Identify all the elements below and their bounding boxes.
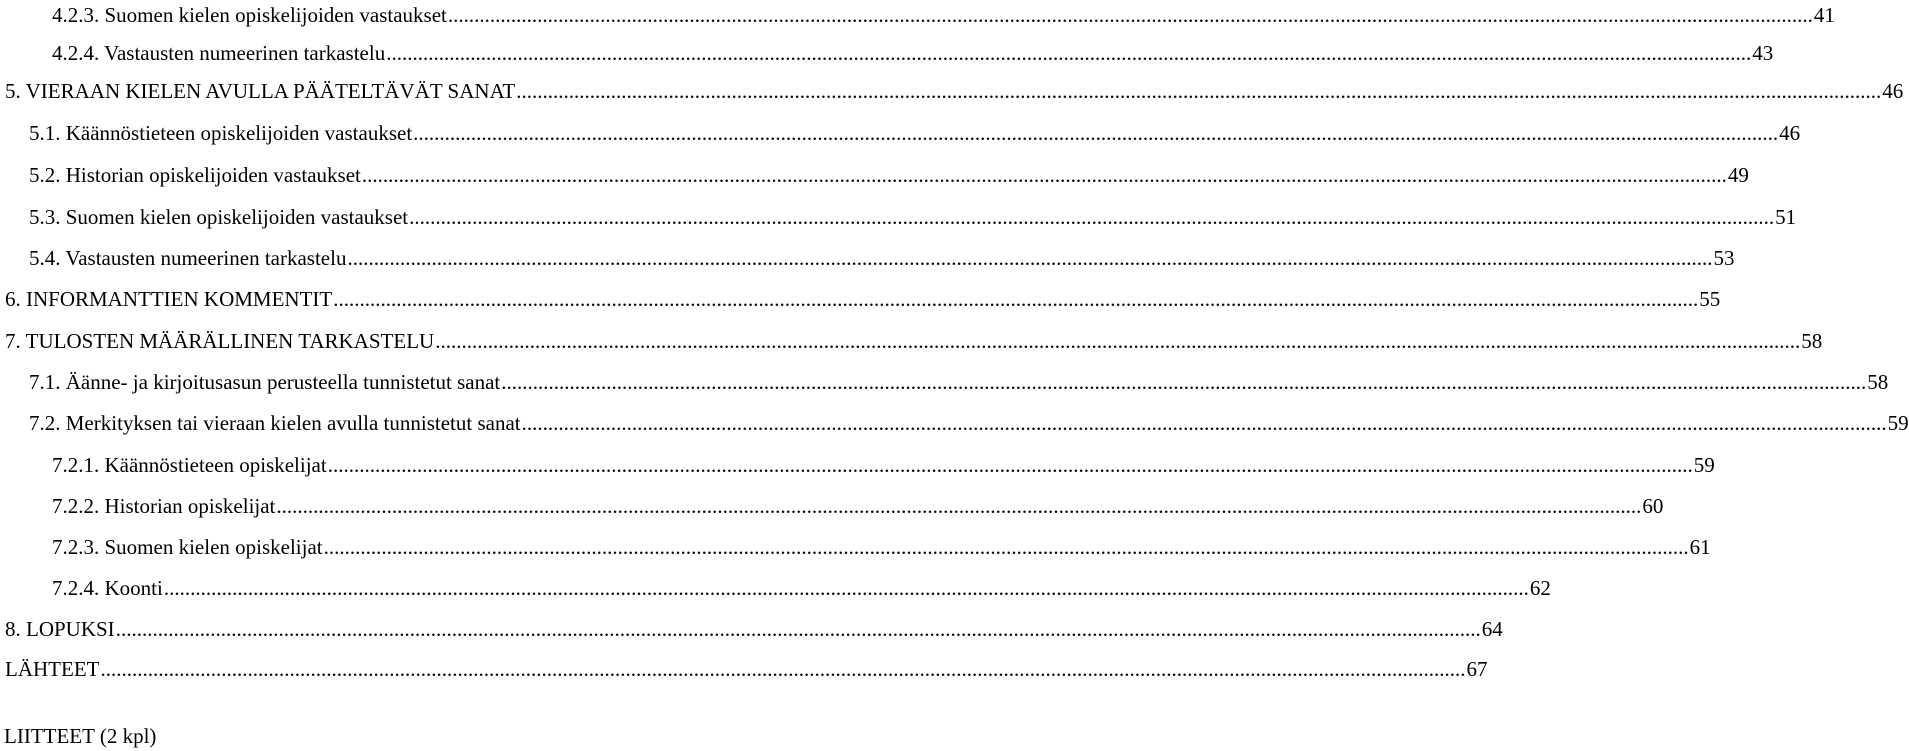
toc-entry-number: 6. [5, 287, 21, 311]
toc-entry-4-2-3[interactable] [0, 0, 1835, 30]
toc-entry-title: 5.2. Historian opiskelijoiden vastaukset [29, 163, 361, 187]
toc-entry-title: 7.2.2. Historian opiskelijat [52, 494, 276, 518]
toc-entry-7-2-3[interactable] [0, 532, 1711, 562]
toc-entry-title: 5. VIERAAN KIELEN AVULLA PÄÄTELTÄVÄT SANAT [5, 79, 516, 103]
toc-entry-page: 64 [1481, 617, 1503, 641]
toc-entry-number: 4.2.3. [52, 3, 100, 27]
toc-entry-page: 43 [1752, 41, 1774, 65]
toc-entry-page: 46 [1779, 121, 1801, 145]
toc-entry-8[interactable] [0, 614, 1503, 644]
toc-entry-number: 5.4. [29, 246, 61, 270]
dot-leader: .................................................................................................................................................................................................................................................................... [361, 163, 1727, 187]
toc-entry-title: 5.4. Vastausten numeerinen tarkastelu [29, 246, 347, 270]
toc-entry-title: 4.2.3. Suomen kielen opiskelijoiden vastaukset [52, 3, 447, 27]
toc-entry-title: 7. TULOSTEN MÄÄRÄLLINEN TARKASTELU [5, 329, 435, 353]
toc-entry-page: 58 [1867, 370, 1889, 394]
toc-entry-page: 53 [1713, 246, 1735, 270]
toc-entry-title: 7.2.4. Koonti [52, 576, 163, 600]
toc-entry-page: 41 [1813, 3, 1835, 27]
toc-entry-5[interactable] [0, 76, 1904, 106]
toc-entry-title: 5.1. Käännöstieteen opiskelijoiden vastaukset [29, 121, 413, 145]
toc-entry-5-2[interactable] [0, 160, 1749, 190]
toc-entry-5-4[interactable] [0, 243, 1735, 273]
toc-entry-4-2-4[interactable] [0, 38, 1774, 68]
toc-entry-page: 60 [1642, 494, 1664, 518]
toc-entry-page: 59 [1693, 453, 1715, 477]
toc-entry-page: 59 [1887, 411, 1909, 435]
toc-entry-title: LÄHTEET [5, 657, 100, 681]
dot-leader: .................................................................................................................................................................................................................................................................... [516, 79, 1882, 103]
toc-entry-number: 7.2. [29, 411, 61, 435]
toc-entry-title: 4.2.4. Vastausten numeerinen tarkastelu [52, 41, 386, 65]
toc-entry-number: 5. [5, 79, 21, 103]
dot-leader: .................................................................................................................................................................................................................................................................... [521, 411, 1887, 435]
toc-entry-page: 67 [1466, 657, 1488, 681]
toc-entry-page: 55 [1699, 287, 1721, 311]
toc-entry-number: 7.1. [29, 370, 61, 394]
toc-entry-number: 8. [5, 617, 21, 641]
toc-entry-7-2-1[interactable] [0, 450, 1715, 480]
toc-entry-number: 7. [5, 329, 21, 353]
dot-leader: .................................................................................................................................................................................................................................................................... [435, 329, 1801, 353]
dot-leader: .................................................................................................................................................................................................................................................................... [447, 3, 1813, 27]
toc-entry-number: 7.2.2. [52, 494, 100, 518]
toc-entry-7[interactable] [0, 326, 1823, 356]
toc-entry-7-2[interactable] [0, 408, 1909, 438]
toc-entry-number: 7.2.1. [52, 453, 100, 477]
toc-entry-title: 7.2.1. Käännöstieteen opiskelijat [52, 453, 327, 477]
dot-leader: .................................................................................................................................................................................................................................................................... [163, 576, 1529, 600]
dot-leader: .................................................................................................................................................................................................................................................................... [327, 453, 1693, 477]
toc-entry-number: 7.2.3. [52, 535, 100, 559]
toc-entry-title: 7.2.3. Suomen kielen opiskelijat [52, 535, 323, 559]
toc-entry-title: 7.1. Äänne- ja kirjoitusasun perusteella tunnistetut sanat [29, 370, 501, 394]
dot-leader: .................................................................................................................................................................................................................................................................... [333, 287, 1699, 311]
toc-entry-page: 58 [1801, 329, 1823, 353]
toc-entry-page: 51 [1775, 205, 1797, 229]
toc-entry-number: 5.2. [29, 163, 61, 187]
toc-entry-title: 7.2. Merkityksen tai vieraan kielen avulla tunnistetut sanat [29, 411, 521, 435]
toc-entry-title: 5.3. Suomen kielen opiskelijoiden vastaukset [29, 205, 409, 229]
dot-leader: .................................................................................................................................................................................................................................................................... [347, 246, 1713, 270]
dot-leader: .................................................................................................................................................................................................................................................................... [115, 617, 1481, 641]
toc-entry-number: 4.2.4. [52, 41, 100, 65]
dot-leader: .................................................................................................................................................................................................................................................................... [501, 370, 1867, 394]
toc-entry-7-1[interactable] [0, 367, 1889, 397]
appendix-label: LIITTEET (2 kpl) [4, 724, 157, 748]
toc-entry-7-2-2[interactable] [0, 491, 1664, 521]
toc-entry-title: 8. LOPUKSI [5, 617, 115, 641]
dot-leader: .................................................................................................................................................................................................................................................................... [276, 494, 1642, 518]
dot-leader: .................................................................................................................................................................................................................................................................... [386, 41, 1752, 65]
toc-entry-number: 5.3. [29, 205, 61, 229]
toc-entry-page: 49 [1727, 163, 1749, 187]
dot-leader: .................................................................................................................................................................................................................................................................... [100, 657, 1466, 681]
toc-entry-title: 6. INFORMANTTIEN KOMMENTIT [5, 287, 333, 311]
dot-leader: .................................................................................................................................................................................................................................................................... [409, 205, 1775, 229]
toc-entry-number: 5.1. [29, 121, 61, 145]
toc-entry-page: 62 [1529, 576, 1551, 600]
toc-entry-number: 7.2.4. [52, 576, 100, 600]
toc-entry-7-2-4[interactable] [0, 573, 1551, 603]
toc-entry-lahteet[interactable] [0, 654, 1488, 684]
toc-entry-page: 46 [1882, 79, 1904, 103]
dot-leader: .................................................................................................................................................................................................................................................................... [323, 535, 1689, 559]
dot-leader: .................................................................................................................................................................................................................................................................... [413, 121, 1779, 145]
toc-entry-5-1[interactable] [0, 118, 1801, 148]
toc-entry-5-3[interactable] [0, 202, 1797, 232]
toc-entry-6[interactable] [0, 284, 1721, 314]
toc-entry-page: 61 [1689, 535, 1711, 559]
